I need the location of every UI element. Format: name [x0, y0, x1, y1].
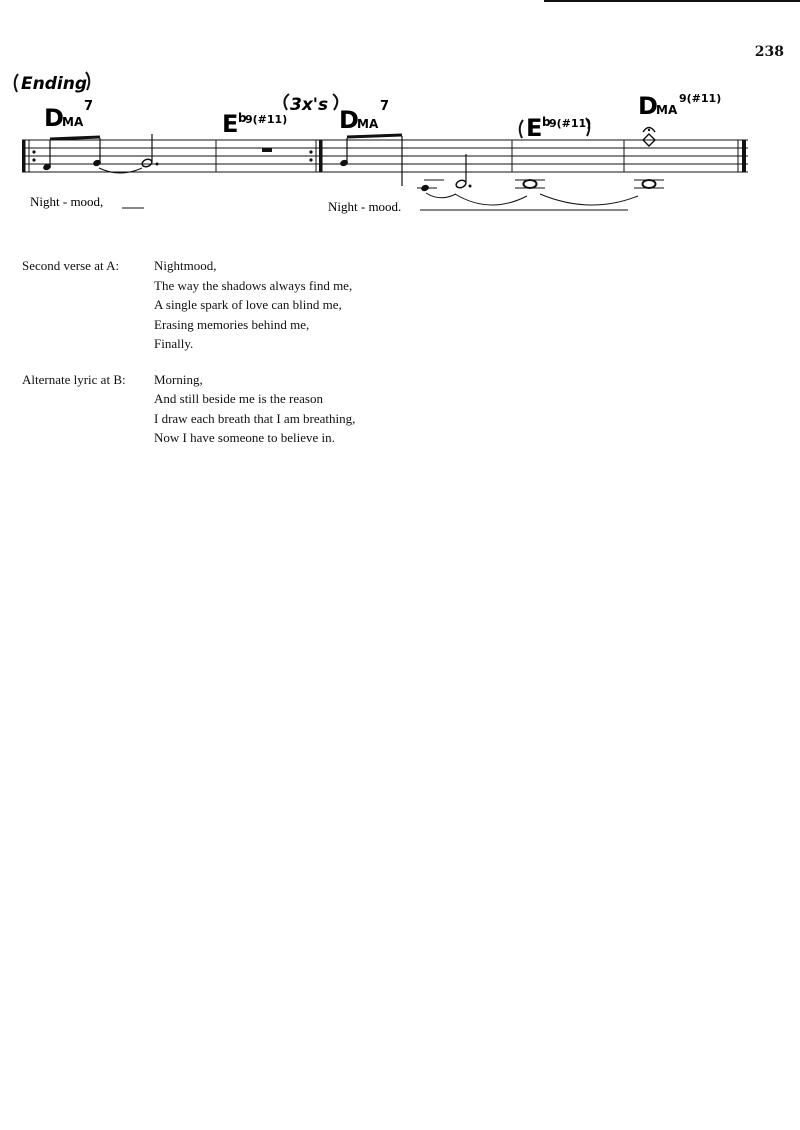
- repeat-count: [284, 94, 337, 115]
- lyric-line: And still beside me is the reason: [154, 391, 323, 406]
- lyric-line: Now I have someone to believe in.: [154, 430, 335, 445]
- chord-1: [44, 99, 93, 132]
- page-number: 238: [754, 44, 784, 60]
- svg-text:D: D: [339, 106, 359, 134]
- svg-text:D: D: [638, 92, 658, 120]
- half-rest: [262, 148, 272, 152]
- svg-text:3x's: 3x's: [290, 95, 329, 115]
- measure-5-notes: [634, 128, 664, 189]
- music-score: [0, 60, 800, 230]
- chord-5: [638, 92, 721, 120]
- ending-label: Ending: [21, 74, 87, 94]
- svg-text:b: b: [238, 111, 247, 125]
- lyric-line: Erasing memories behind me,: [154, 316, 310, 332]
- measure-4-notes: [515, 180, 545, 188]
- top-rule: [544, 0, 800, 2]
- tie-2: [540, 194, 638, 205]
- lyric-line: Nightmood,: [154, 258, 217, 273]
- svg-text:MA: MA: [357, 117, 379, 131]
- svg-text:7: 7: [84, 99, 94, 114]
- lyric-line: Morning,: [154, 371, 203, 387]
- svg-text:E: E: [222, 110, 239, 138]
- svg-text:MA: MA: [62, 115, 84, 129]
- tie-1: [455, 194, 527, 205]
- chord-2: [222, 110, 287, 138]
- svg-text:9(#11): 9(#11): [549, 117, 592, 130]
- alternate-lyric-lines: [154, 370, 355, 448]
- svg-text:E: E: [526, 114, 543, 142]
- chord-4: [520, 114, 592, 142]
- lyric-2: Night - mood.: [328, 199, 402, 214]
- svg-text:b: b: [542, 115, 551, 129]
- lyric-1: Night - mood,: [30, 194, 104, 209]
- measure-3-notes: [339, 135, 471, 198]
- svg-text:9(#11): 9(#11): [679, 92, 722, 105]
- alternate-lyric: [22, 370, 762, 448]
- second-verse: [22, 256, 762, 354]
- alternate-lyric-label: Alternate lyric at B:: [22, 371, 126, 387]
- lyric-line: A single spark of love can blind me,: [154, 297, 342, 312]
- svg-text:9(#11): 9(#11): [245, 113, 288, 126]
- staff-lines: [22, 140, 748, 172]
- lyric-line: I draw each breath that I am breathing,: [154, 410, 356, 426]
- svg-text:MA: MA: [656, 103, 678, 117]
- lyric-line: Finally.: [154, 336, 194, 351]
- lyric-line: The way the shadows always find me,: [154, 277, 353, 293]
- svg-text:7: 7: [380, 99, 390, 114]
- chord-3: [339, 99, 389, 134]
- second-verse-lines: [154, 256, 352, 354]
- alternate-lyrics: [22, 256, 762, 464]
- second-verse-label: Second verse at A:: [22, 258, 120, 273]
- ending-bracket-left: [15, 74, 18, 92]
- svg-text:D: D: [44, 104, 64, 132]
